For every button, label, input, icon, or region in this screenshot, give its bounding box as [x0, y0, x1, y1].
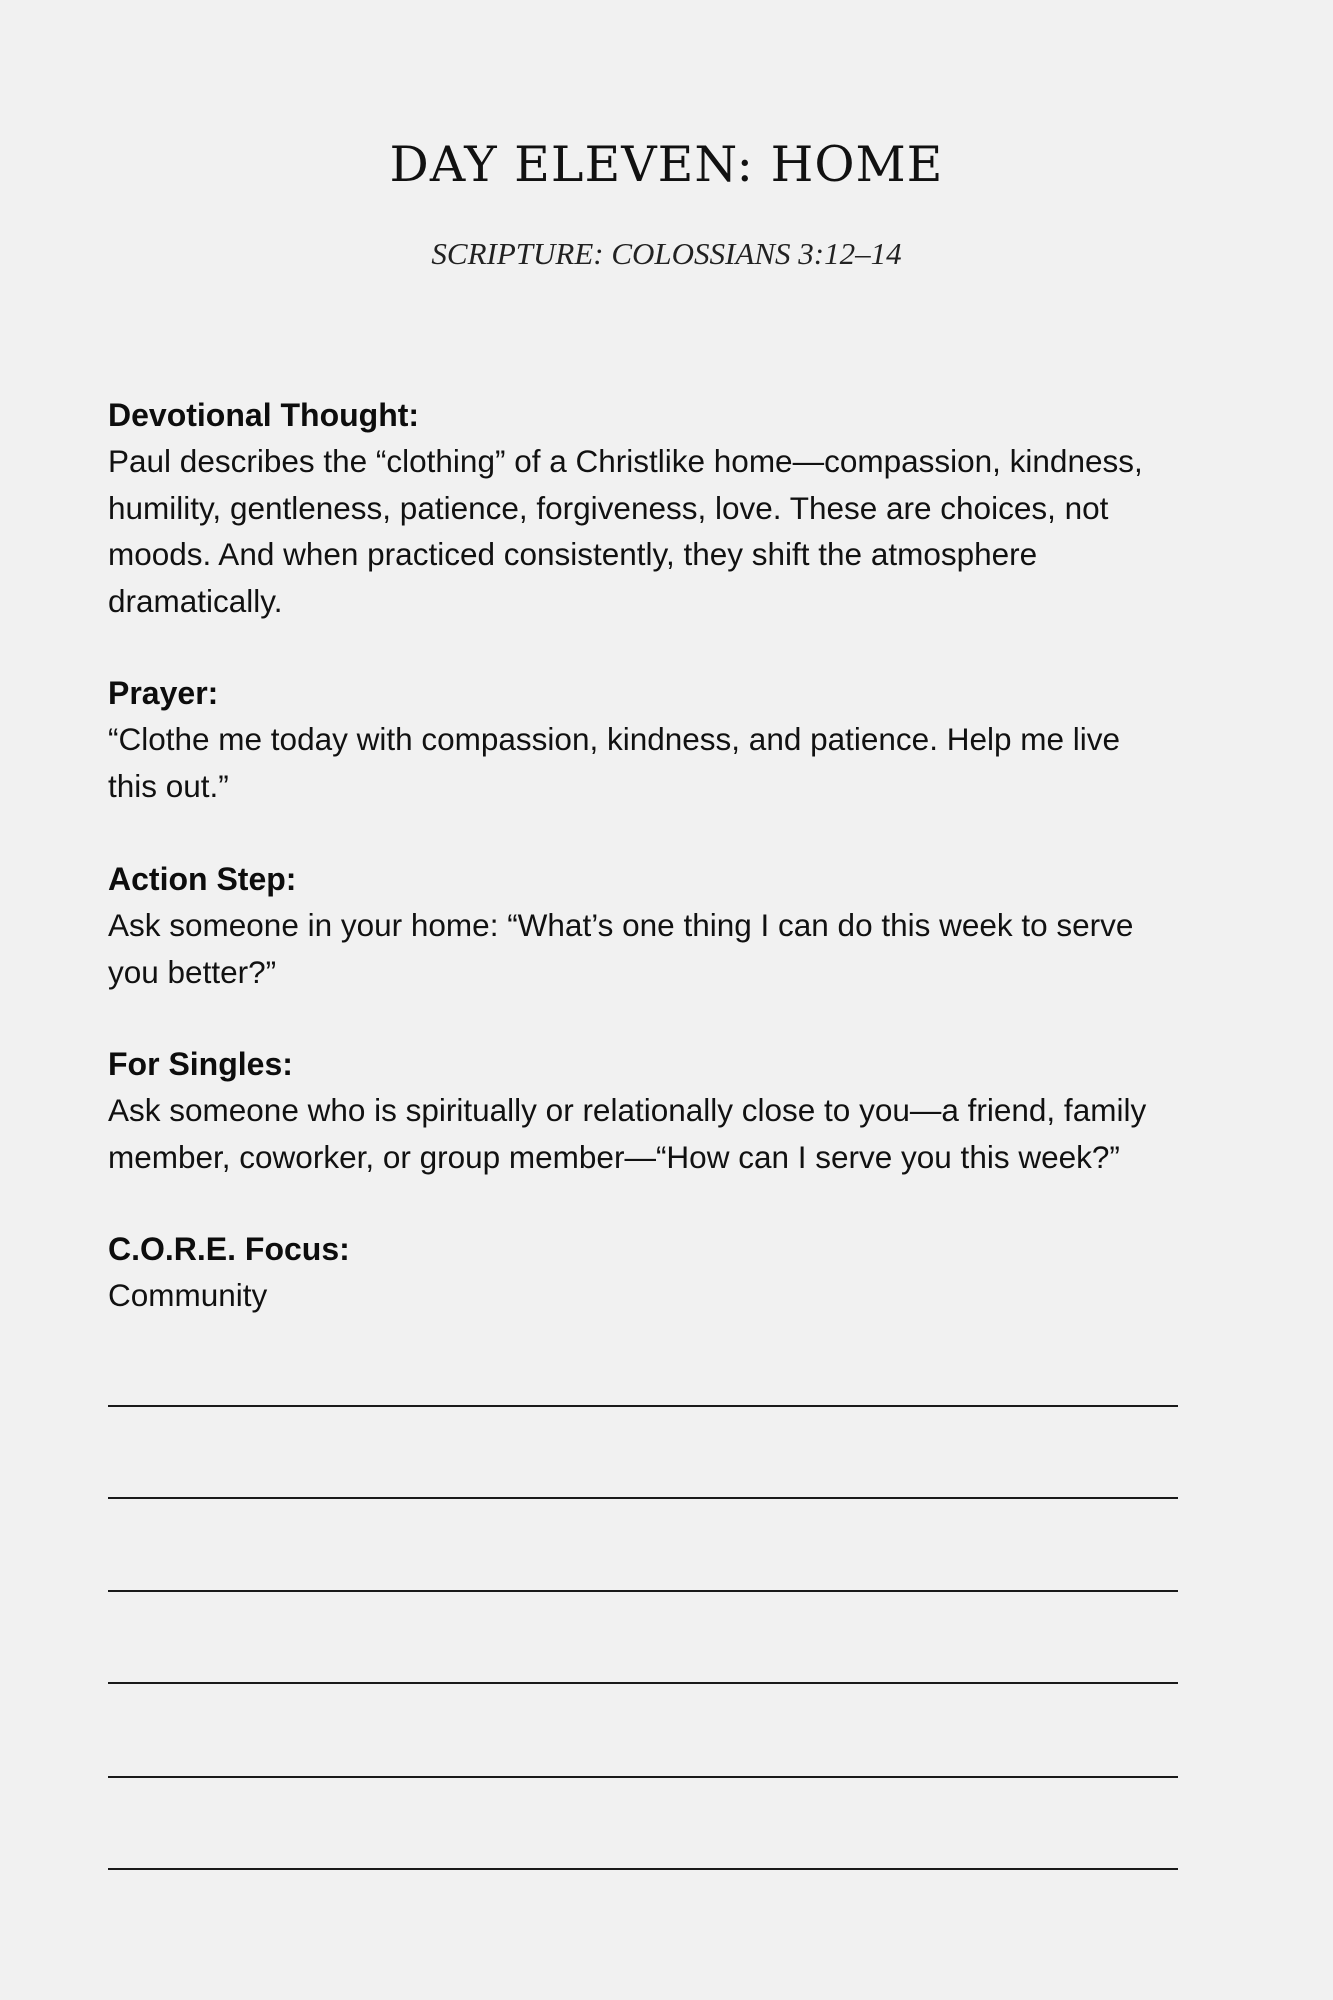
action-step-line: Ask someone in your home: “What’s one thing I can do this week to serve — [108, 907, 1134, 943]
prayer-line: this out.” — [108, 767, 229, 804]
devotional-thought-line: humility, gentleness, patience, forgiveness, love. These are choices, not — [108, 489, 1109, 526]
prayer-heading: Prayer: — [108, 675, 219, 711]
journal-writing-line[interactable] — [108, 1590, 1178, 1592]
scripture-reference: SCRIPTURE: COLOSSIANS 3:12–14 — [431, 236, 902, 271]
for-singles-line: Ask someone who is spiritually or relationally close to you—a friend, family — [108, 1092, 1147, 1128]
page-title: DAY ELEVEN: HOME — [389, 136, 944, 193]
journal-writing-line[interactable] — [108, 1405, 1178, 1407]
action-step-section — [108, 856, 1228, 995]
devotional-thought-section — [108, 392, 1228, 624]
for-singles-section — [108, 1041, 1228, 1180]
devotional-thought-line: Paul describes the “clothing” of a Christlike home—compassion, kindness, — [108, 443, 1143, 479]
devotional-thought-line: moods. And when practiced consistently, they shift the atmosphere — [108, 536, 1038, 572]
for-singles-line: member, coworker, or group member—“How can I serve you this week?” — [108, 1138, 1120, 1175]
for-singles-heading: For Singles: — [108, 1046, 293, 1082]
prayer-line: “Clothe me today with compassion, kindness, and patience. Help me live — [108, 721, 1121, 757]
devotional-thought-line: dramatically. — [108, 582, 283, 619]
core-focus-section — [108, 1226, 1228, 1319]
journal-writing-line[interactable] — [108, 1682, 1178, 1684]
journal-writing-line[interactable] — [108, 1776, 1178, 1778]
action-step-heading: Action Step: — [108, 861, 297, 897]
core-focus-heading: C.O.R.E. Focus: — [108, 1231, 350, 1267]
devotional-thought-heading: Devotional Thought: — [108, 397, 420, 433]
prayer-section — [108, 670, 1228, 809]
action-step-line: you better?” — [108, 953, 277, 990]
journal-writing-line[interactable] — [108, 1497, 1178, 1499]
journal-writing-line[interactable] — [108, 1868, 1178, 1870]
core-focus-value: Community — [108, 1277, 268, 1313]
